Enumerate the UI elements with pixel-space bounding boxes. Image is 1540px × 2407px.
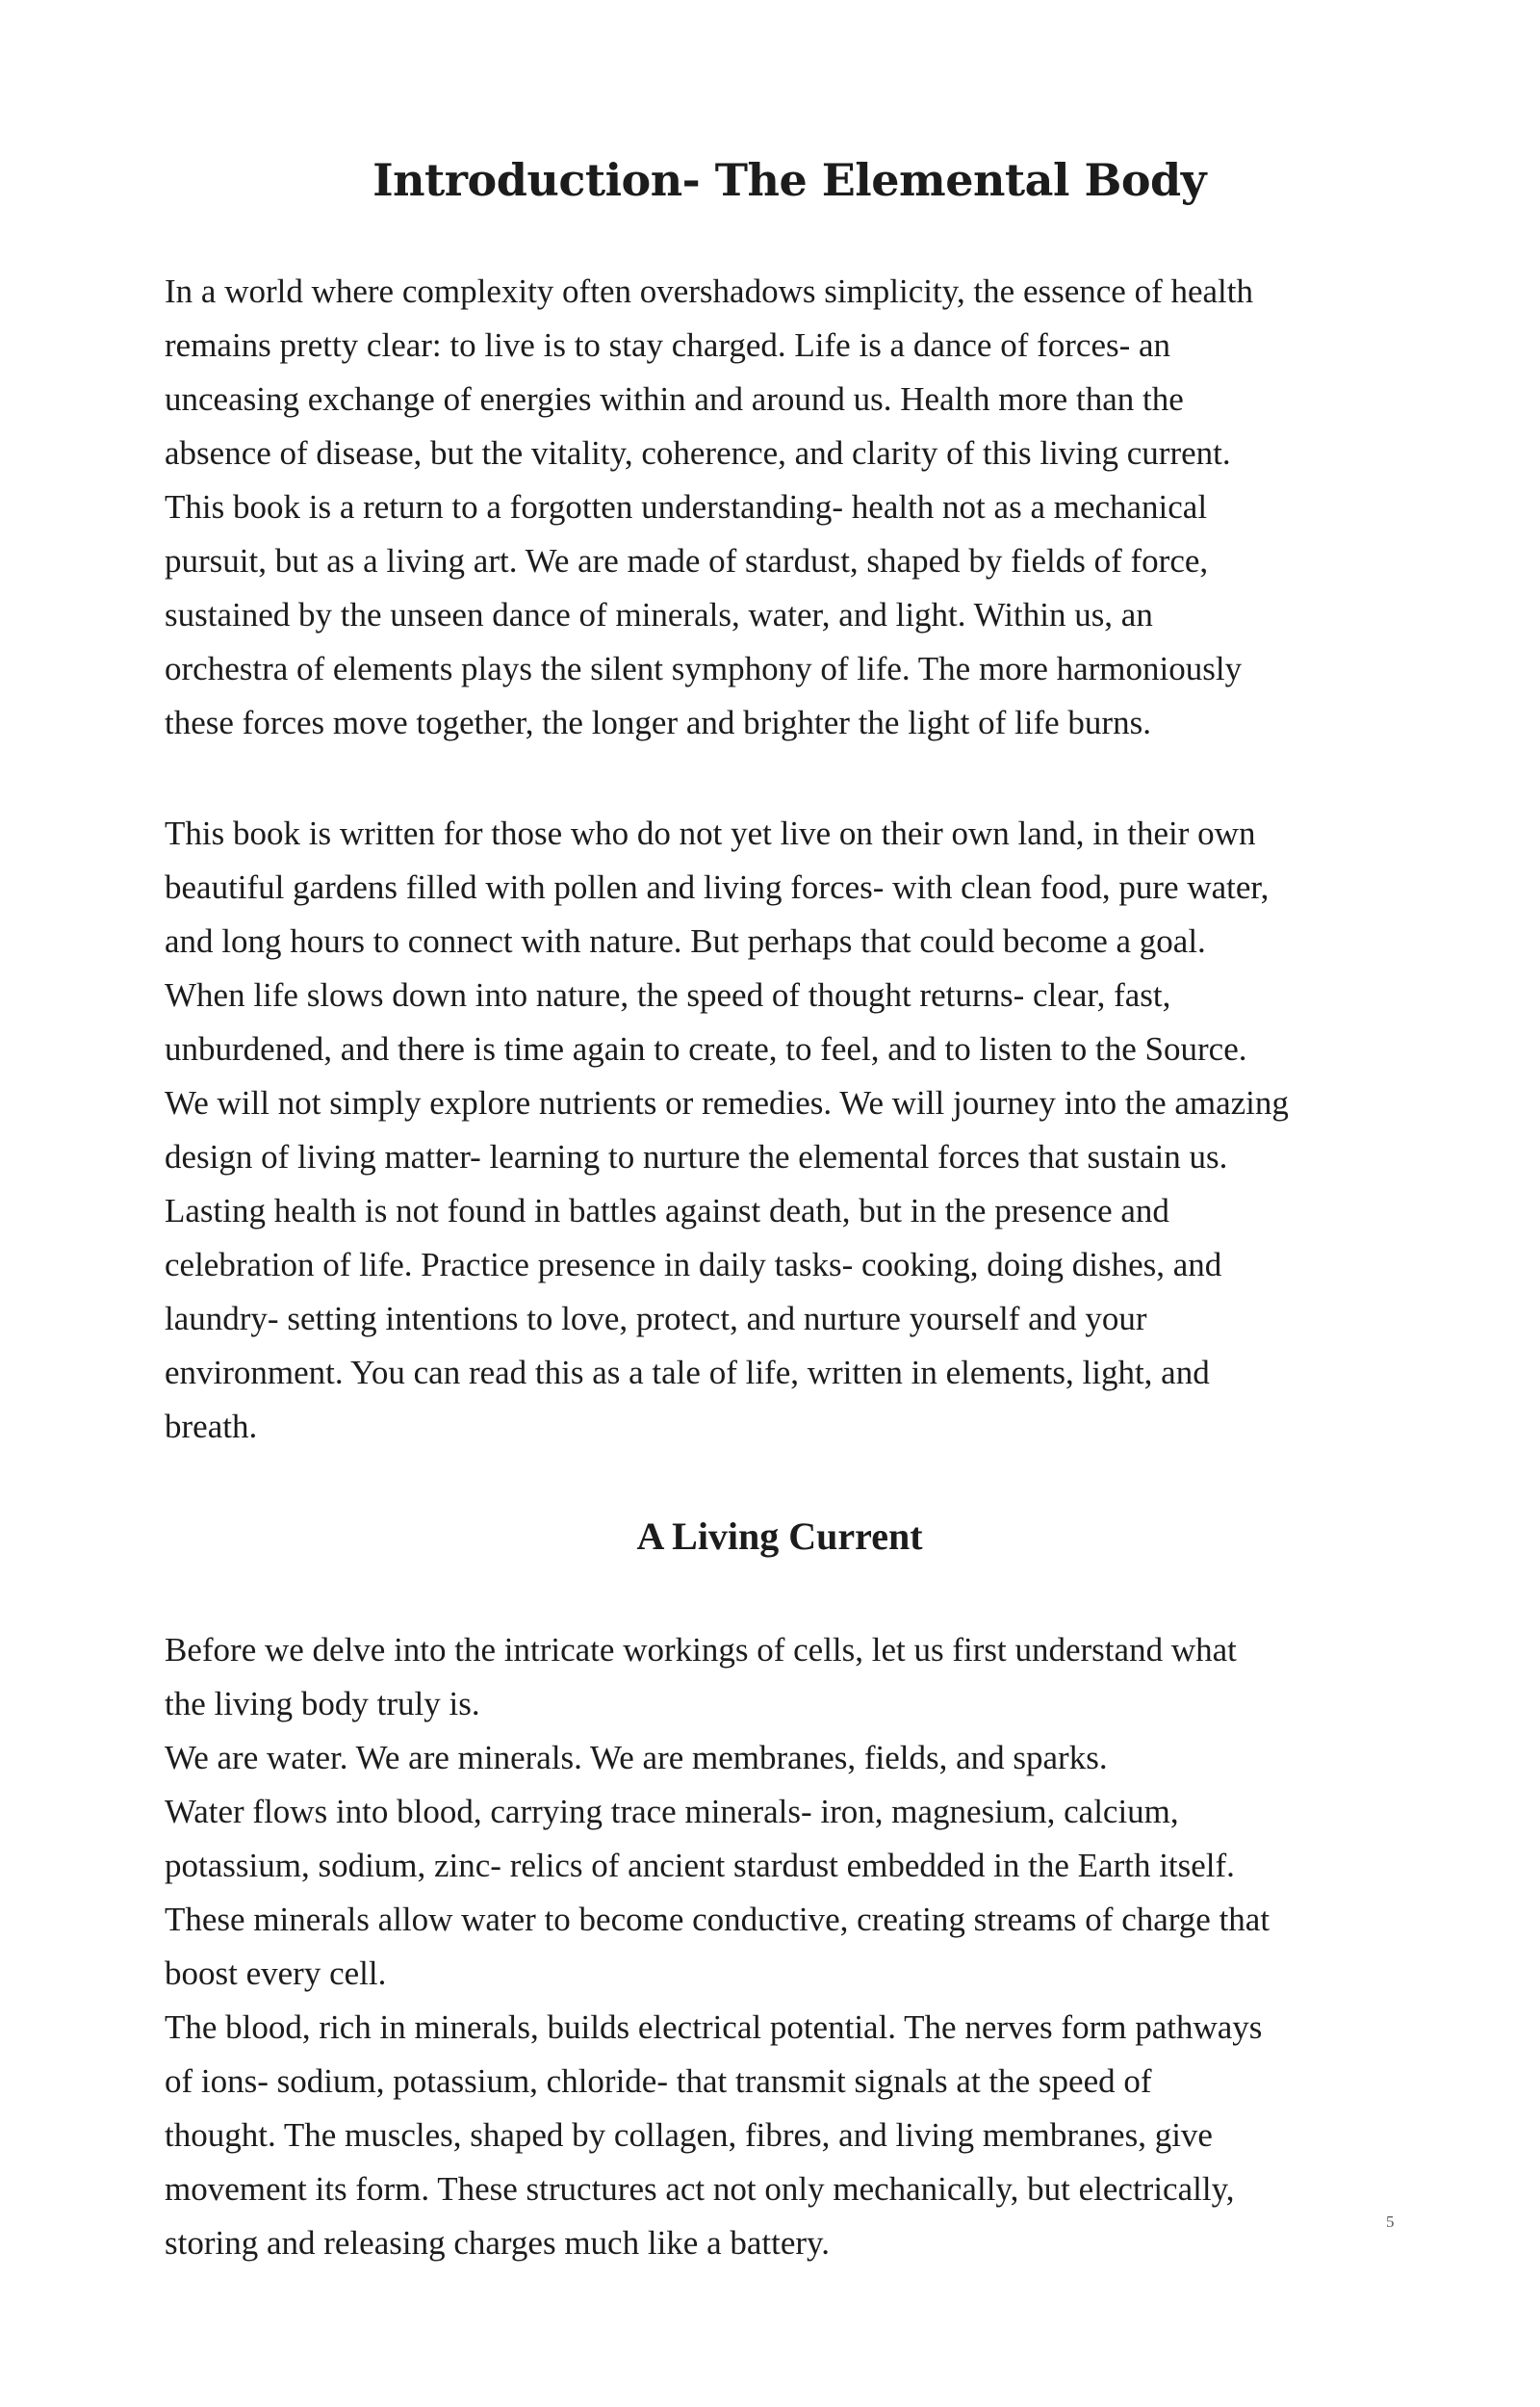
text-line: of ions- sodium, potassium, chloride- that transmit signals at the speed of (165, 2062, 1152, 2100)
text-line: beautiful gardens filled with pollen and living forces- with clean food, pure water, (165, 868, 1270, 906)
text-line: Before we delve into the intricate workings of cells, let us first understand what (165, 1631, 1237, 1669)
text-line: movement its form. These structures act not only mechanically, but electrically, (165, 2170, 1235, 2208)
section-heading: A Living Current (636, 1514, 923, 1558)
text-line: celebration of life. Practice presence in daily tasks- cooking, doing dishes, and (165, 1246, 1222, 1283)
text-line: orchestra of elements plays the silent symphony of life. The more harmoniously (165, 650, 1243, 687)
text-line: laundry- setting intentions to love, protect, and nurture yourself and your (165, 1300, 1147, 1337)
text-line: boost every cell. (165, 1954, 387, 1992)
text-line: unceasing exchange of energies within and around us. Health more than the (165, 380, 1184, 418)
text-line: We will not simply explore nutrients or remedies. We will journey into the amazing (165, 1084, 1289, 1122)
text-line: potassium, sodium, zinc- relics of ancient stardust embedded in the Earth itself. (165, 1847, 1235, 1884)
text-line: We are water. We are minerals. We are membranes, fields, and sparks. (165, 1739, 1108, 1776)
text-line: Water flows into blood, carrying trace minerals- iron, magnesium, calcium, (165, 1793, 1179, 1830)
living-current-paragraph (165, 1623, 1416, 2270)
text-line: thought. The muscles, shaped by collagen, fibres, and living membranes, give (165, 2116, 1213, 2154)
text-line: environment. You can read this as a tale of life, written in elements, light, and (165, 1354, 1210, 1391)
text-line: This book is a return to a forgotten understanding- health not as a mechanical (165, 488, 1208, 526)
text-line: This book is written for those who do not yet live on their own land, in their own (165, 815, 1256, 852)
text-line: sustained by the unseen dance of minerals, water, and light. Within us, an (165, 596, 1153, 634)
text-line: design of living matter- learning to nurture the elemental forces that sustain us. (165, 1138, 1228, 1176)
text-line: unburdened, and there is time again to create, to feel, and to listen to the Source. (165, 1030, 1247, 1068)
text-line: the living body truly is. (165, 1685, 480, 1722)
text-line: and long hours to connect with nature. But perhaps that could become a goal. (165, 922, 1206, 960)
intro-paragraph-1 (165, 265, 1416, 750)
page-number: 5 (1386, 2213, 1395, 2231)
intro-paragraph-2 (165, 807, 1416, 1454)
text-line: Lasting health is not found in battles against death, but in the presence and (165, 1192, 1169, 1229)
text-line: these forces move together, the longer and brighter the light of life burns. (165, 704, 1151, 741)
text-line: absence of disease, but the vitality, coherence, and clarity of this living current. (165, 434, 1231, 472)
text-line: storing and releasing charges much like a battery. (165, 2224, 831, 2262)
text-line: remains pretty clear: to live is to stay charged. Life is a dance of forces- an (165, 326, 1171, 364)
text-line: These minerals allow water to become conductive, creating streams of charge that (165, 1901, 1270, 1938)
text-line: The blood, rich in minerals, builds electrical potential. The nerves form pathways (165, 2008, 1263, 2046)
text-line: breath. (165, 1408, 258, 1445)
text-line: pursuit, but as a living art. We are made of stardust, shaped by fields of force, (165, 542, 1209, 580)
page-title: Introduction- The Elemental Body (372, 154, 1206, 206)
text-line: In a world where complexity often overshadows simplicity, the essence of health (165, 272, 1254, 310)
text-line: When life slows down into nature, the speed of thought returns- clear, fast, (165, 976, 1171, 1014)
